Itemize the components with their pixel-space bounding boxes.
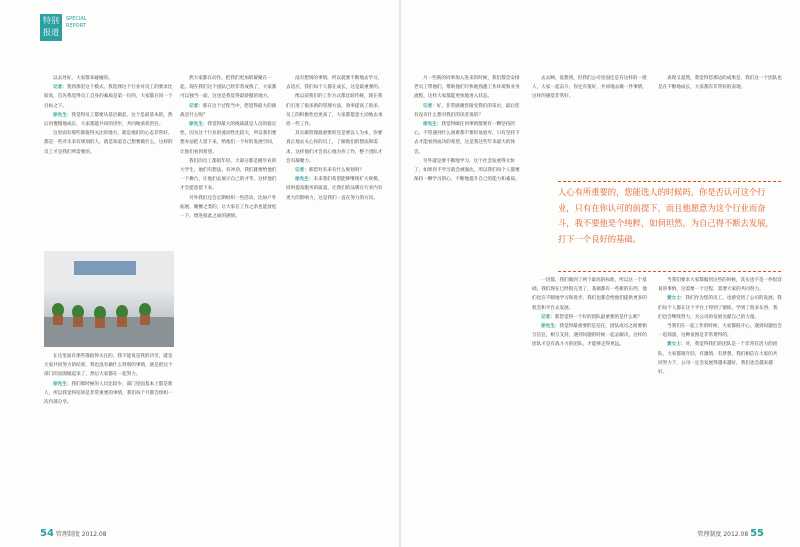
pull-quote [558,183,781,269]
speaker-label: 黄女士： [667,296,686,302]
paragraph-text: 对，我觉得我们的团队是一个非常有活力的团队，大家都很年轻，有激情，有梦想，我们相信在大家的共同努力下，公司一定会发展得越来越好，我们也会越来越好。 [658,342,778,376]
paragraph: 去去啊，没想到，但我们公司里面还是有这样的一批人，大家一起奋斗，你还有很好，共同地去做一件事情，这样的感觉非常好。 [532,76,647,100]
quote-bottom-rule [558,271,781,273]
paragraph [286,166,386,175]
paragraph: 没有想到的事情，所以就要不断地去学习，去适应，我们每个人都在成长，这是最重要的。 [286,76,383,91]
page-gutter [399,0,401,547]
paragraph: 当我们在一起工作的时候，大家都很开心，遇到问题也会一起商量，这种氛围是非常难得的。 [658,324,782,339]
paragraph: 像以前我们的工作方式都比较传统，现在我们引进了很多新的管理方法，效率提高了很多，员工的积极性也更高了，大家都愿意主动地去承担一些工作。 [286,94,383,128]
paragraph-text: 那您觉得一个好的团队最重要的是什么呢？ [554,314,643,320]
paragraph-text: 我觉得最重要的是信任，团队成员之间要相互信任，相互支持，遇到问题的时候一起去解决，这样的团队才是有战斗力的团队，才能够走得更远。 [532,324,647,348]
plant-pot [53,315,63,325]
section-tag-text: 特别 报道 [43,16,59,37]
photo-floor [44,317,174,347]
speaker-label: 记者： [423,103,437,109]
quote-top-rule [558,181,781,183]
footer-right [697,528,764,539]
article-column-6-upper [658,74,782,178]
plant-pot [140,315,150,325]
speaker-label: 徐先生： [295,177,314,183]
speaker-label: 记者： [189,103,203,109]
office-photo [44,251,174,347]
speaker-label: 徐先生： [53,112,72,118]
footer-left-text: 管理制度 2012.08 [55,531,107,538]
paragraph [180,120,280,157]
paragraph [44,83,174,111]
paragraph [532,322,650,350]
pull-quote-text: 人心有所重要的，您能选人的时候吗，你是否认可这个行业，只有在你认可的前提下，而且他愿意为这个行业而奋斗，我不要他是个纯粹，如何坦然，为自己得不断去发展，打下一个良好的基础。 [558,187,774,244]
paragraph [180,102,280,120]
paragraph: 当我们要求大家都做到这些的时候，其实也不是一件很容易的事情，这需要一个过程，需要大家的共同努力。 [658,278,782,293]
paragraph: 另外就是要不断地学习，这个社会发展得太快了，如果你不学习就会被淘汰，所以我们每个人都要保持一颗学习的心，不断地提升自己的能力和素质。 [414,158,520,183]
paragraph-text: 那在这个过程当中，您觉得最大的挑战是什么呢？ [180,103,277,118]
paragraph [658,340,782,377]
paragraph: 另外我们还会定期组织一些活动，比如户外拓展、聚餐之类的，让大家在工作之余也能放松一下，增进彼此之间的感情。 [180,195,277,220]
paragraph [414,120,524,157]
paragraph: 这里面有那些都值得关注的地方，就是他们的心态非常好，都是一些对未来有规划的人，就是知道自己想要做什么，这样的员工才是我们所需要的。 [44,131,173,155]
paragraph-text: 那您对未来有什么规划吗？ [308,168,364,174]
page-number-right: 55 [750,528,764,539]
paragraph: 以去处好，大家都来碰碰的。 [53,76,113,81]
paragraph-text: 我们作为您的员工，也感受到了公司的发展，我们每个人都在这个平台上得到了锻炼，学到了很多东西，我们也会继续努力，为公司的发展贡献自己的力量。 [658,296,782,320]
paragraph: 然大家都在动作，把我们更加的凝聚在一起，现在我们这个团队已经非常成熟了，大家都可以独当一面，这也是我觉得最骄傲的地方。 [180,76,277,100]
plant-pot [73,317,83,327]
paragraph [44,380,174,408]
paragraph [286,175,386,203]
paragraph-text: 我觉得最大的挑战就是人员的稳定性，因为这个行业的流动性比较大，所以我们要想办法把人留下来，给他们一个好的发展空间，让他们看到希望。 [180,122,277,155]
paragraph [414,102,524,120]
article-column-6 [658,276,782,522]
footer-right-text: 管理制度 2012.08 [697,531,749,538]
paragraph: 月一些新的同事加入进来的时候，我们都会安排老员工带他们，帮助他们尽快地熟悉工作环境和业务流程，这样大家都能更快地进入状态。 [414,76,520,100]
speaker-label: 徐先生： [53,381,72,387]
article-column-4 [414,74,524,522]
speaker-label: 记者： [295,168,309,174]
paragraph: 在这里面有那些都值得关注的，我不能说是我的功劳，就是大家共同努力的结果，我也没有做什么特别的事情，就是把这个部门的氛围做起来了，然后大家都在一起努力。 [44,354,173,378]
paragraph [44,111,174,129]
paragraph: 我们的员工都很年轻，大部分都是刚毕业的大学生，他们有想法，有冲劲，我们就要给他们一个舞台，让他们去展示自己的才华，这样他们才会愿意留下来。 [180,158,277,192]
speaker-label: 徐先生： [189,122,208,128]
paragraph-text: 我到那里这个模式，我选择这个行业对员工的要求比较高，首先我觉得员工自身的素质是第一位的，大家都在同一个目标之下。 [44,85,173,109]
paragraph-text: 我觉得做任何事情都要有一颗坚持的心，不管遇到什么困难都不要轻易放弃，只有坚持下去才能看到成功的希望，这是我这些年来最大的体会。 [414,122,520,155]
photo-banner [74,261,136,275]
speaker-label: 黄女士： [667,342,686,348]
section-sub: SPECIAL REPORT [66,16,87,29]
speaker-label: 徐先生： [541,324,560,330]
article-column-1 [44,74,174,248]
paragraph: 一切都，我们做到了两个最高的标准，所以这一个基础，我们现在已经很完善了，基础都有一些新的东西，他们也在不断地学习和进步，我们也都会给他们提供更多的机会和平台去发展。 [532,278,647,311]
paragraph: 其实做管理最重要的还是要以人为本，你要真正地去关心你的员工，了解他们的想法和需求，这样他们才会真心地为你工作，整个团队才会有凝聚力。 [286,131,383,164]
paragraph-text: 好，非常感谢您接受我们的采访，最后您有没有什么想对我们的读者说的？ [414,103,520,118]
paragraph [532,313,650,322]
article-column-1-lower [44,352,174,522]
plant-pot [117,317,127,327]
article-column-2 [180,74,280,522]
paragraph-text: 我们那时候的人员比较少，部门里面基本上都是新人，所以我觉得培训是非常重要的事情，我们每个月都会组织一次内部分享。 [44,381,173,406]
article-column-5 [532,276,650,522]
speaker-label: 记者： [53,85,67,91]
paragraph: 表现又超然，我觉得您那边的成果是，我们这一个团队也是在不断地成长，大家都有非常好的表现。 [658,76,782,91]
plant-pot [95,318,105,328]
article-column-3 [286,74,386,522]
article-column-5-upper [532,74,650,178]
paragraph-text: 未来我们希望能够继续扩大规模，同时提高服务的质量，让我们的品牌在行业内有更大的影响力，这是我们一直在努力的方向。 [286,177,383,201]
page-number-left: 54 [40,528,54,539]
speaker-label: 记者： [541,314,555,320]
footer-left [40,528,107,539]
paragraph [658,294,782,322]
speaker-label: 徐先生： [423,122,442,128]
paragraph-text: 我觉得员工都要从基层做起，这个是最基本的，然后再慢慢地成长，大家都能共同的进步，共同地承担责任。 [44,112,173,128]
section-tag [40,14,62,41]
